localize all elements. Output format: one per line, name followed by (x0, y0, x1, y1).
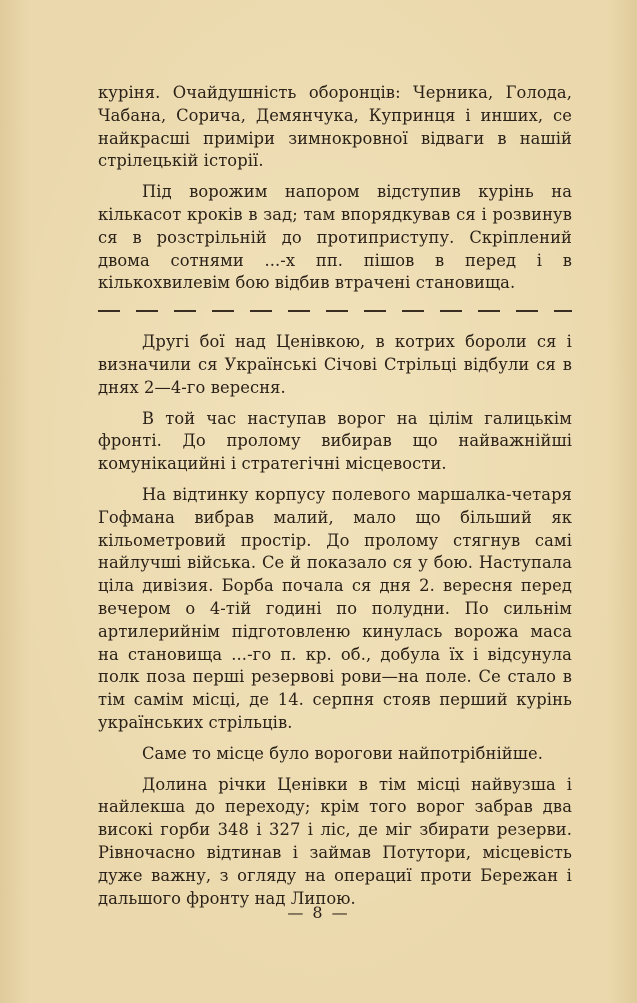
paragraph: На відтинку корпусу полевого маршалка-четаря Гофмана вибрав малий, мало що більший як кільометровий простір. До пролому стягнув самі найлучші війська. Се й показало ся у бою. Наступала ціла дивізия. Борба почала ся дня 2. вересня перед вечером о 4-тій годині по полудни. По сильнім артилерийнім підготовленю кинулась ворожа маса на становища ...-го п. кр. об., добула їх і відсунула полк поза перші резервові рови—на поле. Се стало в тім самім місці, де 14. серпня стояв перший курінь українських стрільців. (98, 484, 572, 732)
section-divider (98, 303, 572, 317)
paragraph: Другі бої над Ценівкою, в котрих бороли ся і визначили ся Українські Січові Стрільці відбули ся в днях 2—4-го вересня. (98, 332, 572, 397)
paragraph: Під ворожим напором відступив курінь на кількасот кроків в зад; там впорядкував ся і розвинув ся в розстрільній до протиприступу. Скріплений двома сотнями ...-х пп. пішов в перед і в кількохвилевім бою відбив втрачені становища. (98, 182, 572, 293)
paragraph: куріня. Очайдушність оборонців: Черника, Голода, Чабана, Сорича, Демянчука, Купринця і инших, се найкрасші приміри зимнокровної відваги в нашій стрілецькій історії. (98, 83, 572, 171)
paragraph: В той час наступав ворог на цілім галицькім фронті. До пролому вибирав що найважнійші комунікацийні і стратегічні місцевости. (98, 408, 572, 474)
page-number: — 8 — (287, 903, 350, 922)
page-body (98, 82, 572, 918)
paragraph: Саме то місце було ворогови найпотрібнійше. (142, 743, 543, 763)
paragraph: Долина річки Ценівки в тім місці найвузша і найлекша до переходу; крім того ворог забрав два високі горби 348 і 327 і ліс, де міг збирати резерви. Рівночасно відтинав і займав Потутори, місцевість дуже важну, з огляду на операциї проти Бережан і дальшого фронту над Липою. (98, 774, 572, 908)
